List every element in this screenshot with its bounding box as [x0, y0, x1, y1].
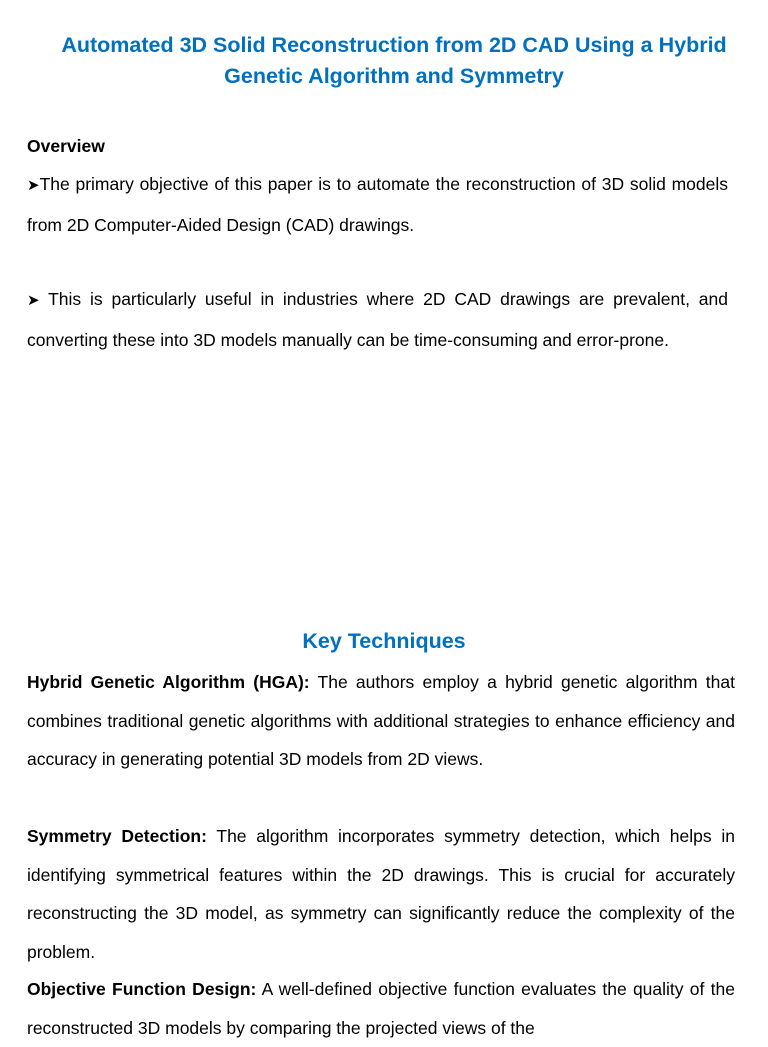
overview-point-1-text: The primary objective of this paper is to automate the reconstruction of 3D solid models from 2D Computer-Aided Design (CAD) drawings.	[27, 174, 728, 235]
overview-point-1	[27, 165, 728, 244]
technique-description: The authors employ a hybrid genetic algorithm that combines traditional genetic algorithms with additional strategies to enhance efficiency and accuracy in generating potential 3D models from 2D views.	[27, 672, 735, 769]
technique-description: A well-defined objective function evaluates the quality of the reconstructed 3D models by comparing the projected views of the	[27, 979, 735, 1038]
technique-term: Symmetry Detection:	[27, 826, 207, 846]
key-techniques-heading: Key Techniques	[302, 629, 466, 653]
title-line-2: Genetic Algorithm and Symmetry	[224, 64, 564, 88]
technique-description: The algorithm incorporates symmetry detection, which helps in identifying symmetrical features within the 2D drawings. This is crucial for accurately reconstructing the 3D model, as symmetry can significantly reduce the complexity of the problem.	[27, 826, 735, 962]
title-line-1: Automated 3D Solid Reconstruction from 2D CAD Using a Hybrid	[61, 33, 727, 57]
technique-term: Hybrid Genetic Algorithm (HGA):	[27, 672, 310, 692]
technique-term: Objective Function Design:	[27, 979, 257, 999]
overview-point-2-text: This is particularly useful in industries where 2D CAD drawings are prevalent, and converting these into 3D models manually can be time-consuming and error-prone.	[27, 289, 728, 350]
arrow-bullet-icon: ➤	[27, 177, 40, 194]
arrow-bullet-icon: ➤	[27, 292, 40, 309]
technique-objective-function	[27, 970, 735, 1047]
document-title	[40, 30, 748, 92]
overview-point-2	[27, 280, 728, 359]
overview-heading: Overview	[27, 136, 105, 156]
technique-symmetry-detection	[27, 817, 735, 971]
technique-hga	[27, 663, 735, 779]
